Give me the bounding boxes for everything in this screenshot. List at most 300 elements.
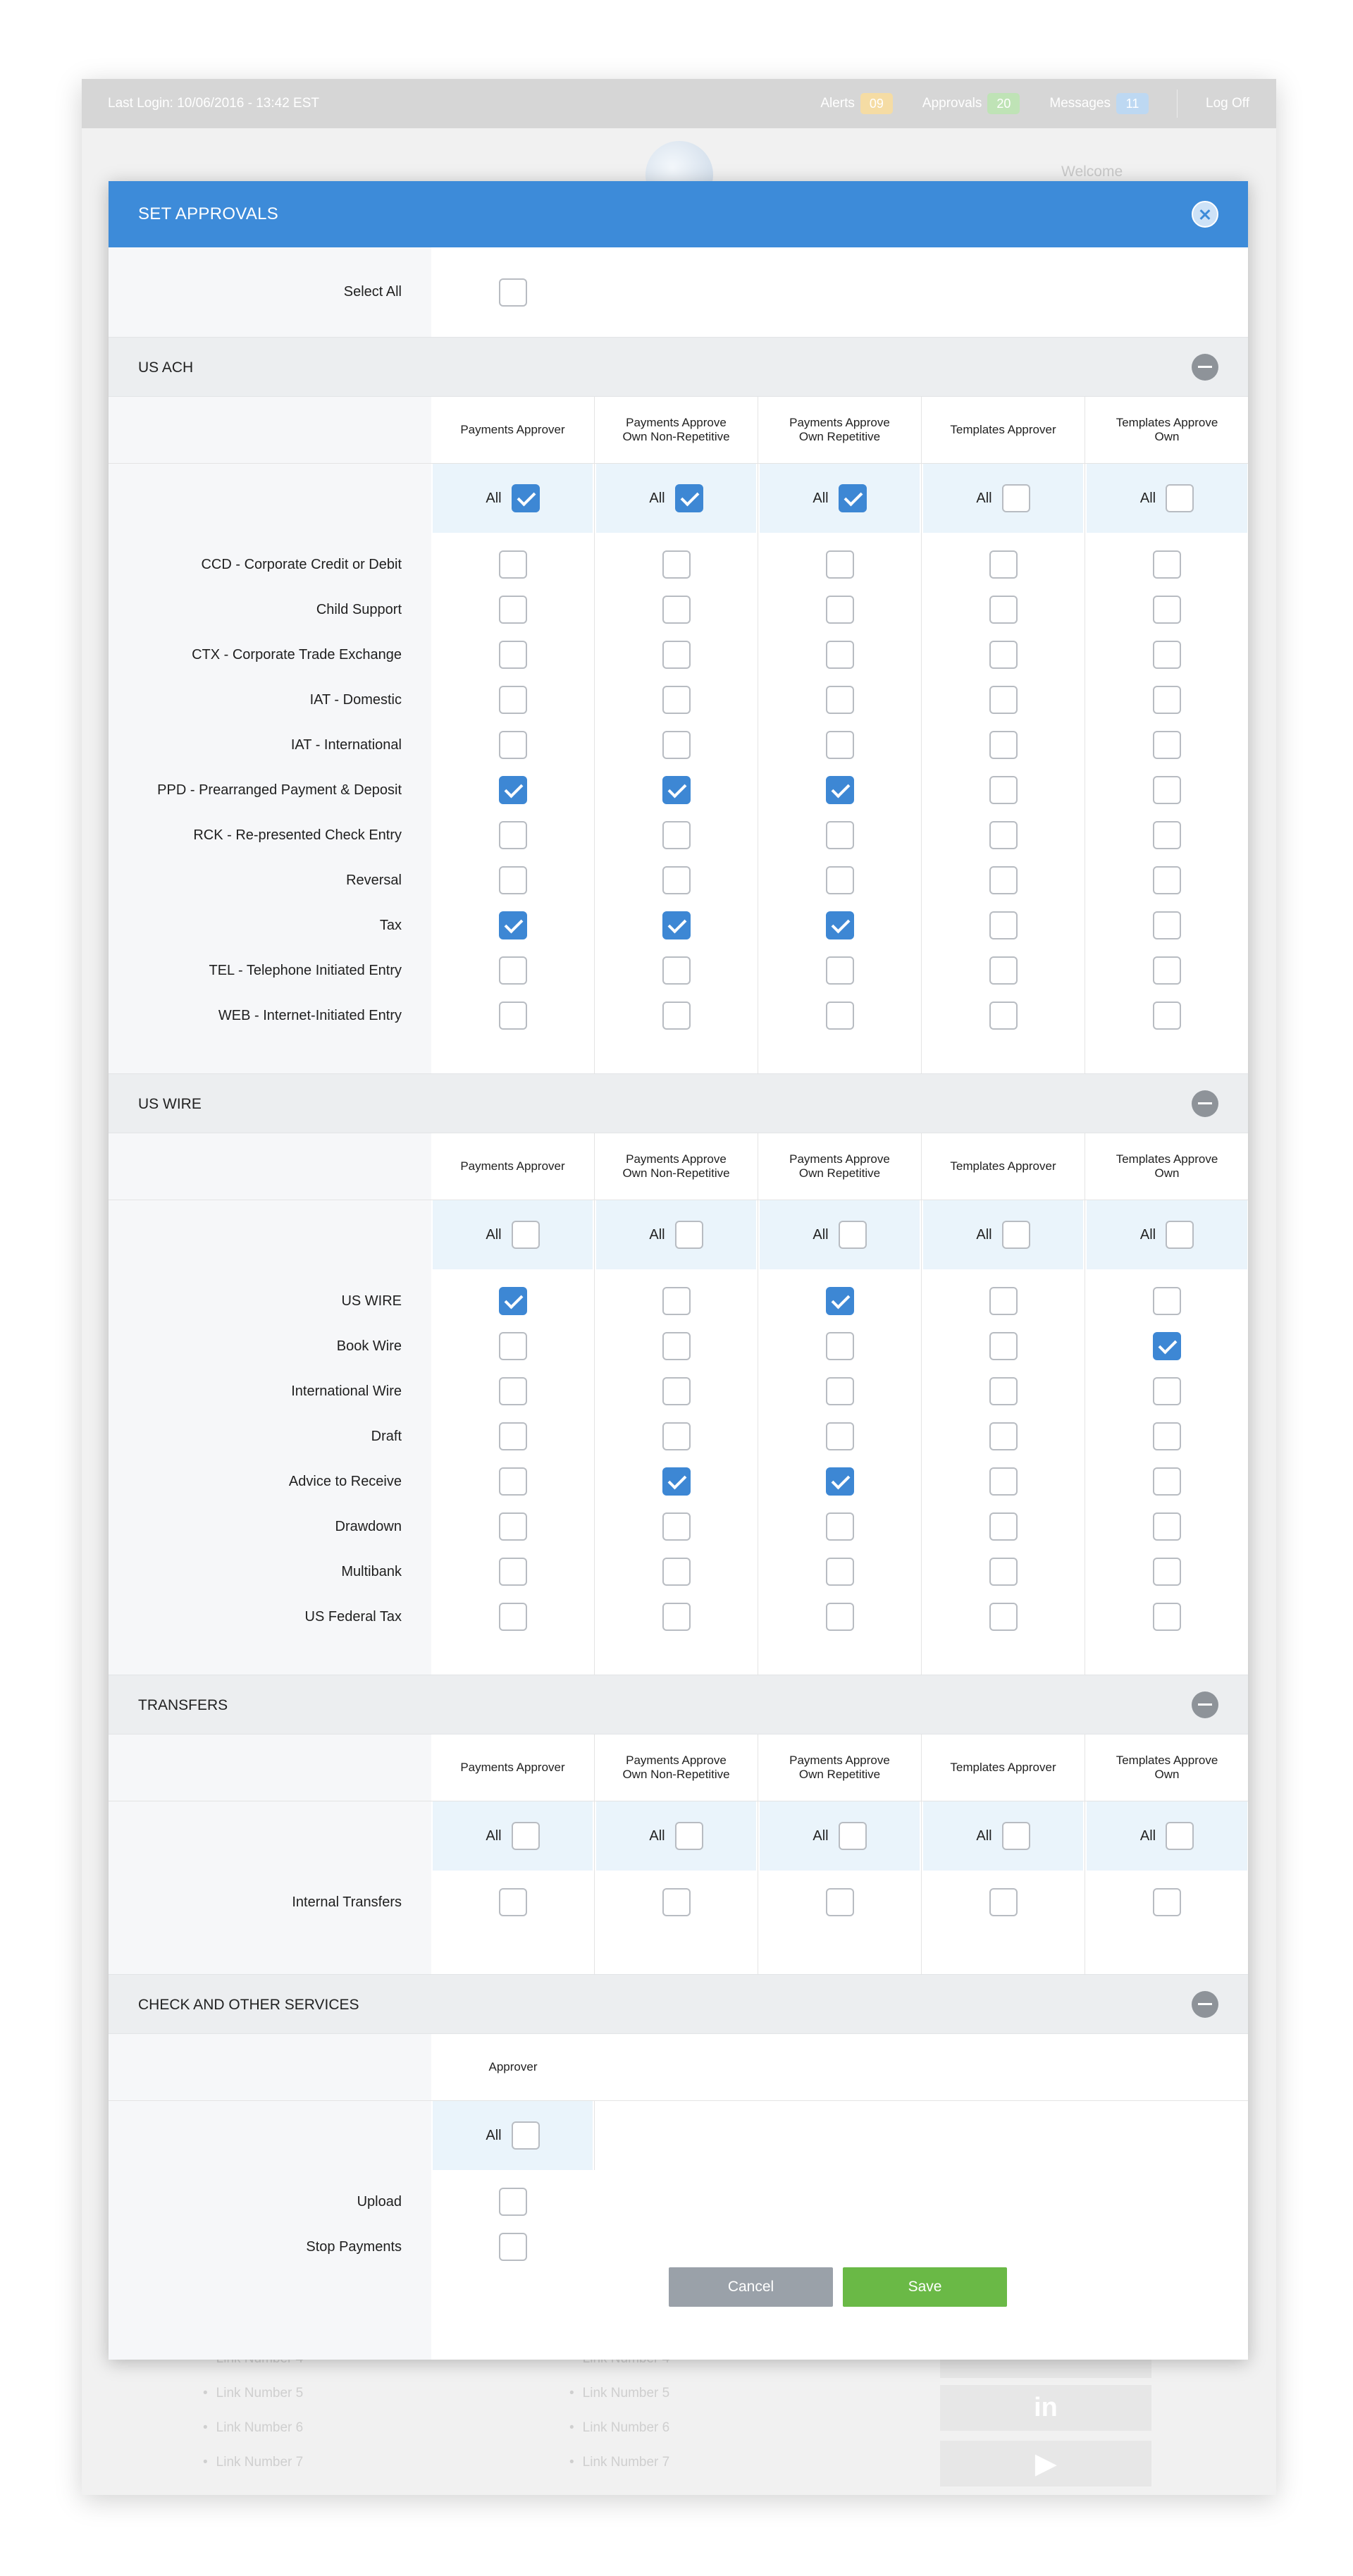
column-header-label: Payments Approve Own Non-Repetitive bbox=[622, 416, 730, 443]
approval-row bbox=[109, 1549, 1248, 1594]
approval-cell bbox=[595, 858, 758, 903]
approval-row-label bbox=[109, 722, 431, 768]
all-cell bbox=[431, 464, 595, 533]
select-all-label: Select All bbox=[343, 284, 402, 300]
approval-checkbox[interactable] bbox=[989, 596, 1018, 624]
section-header bbox=[109, 1974, 1248, 2034]
approval-checkbox[interactable] bbox=[662, 731, 691, 759]
approvals-link[interactable] bbox=[922, 93, 1020, 114]
approval-checkbox[interactable] bbox=[989, 1888, 1018, 1916]
approval-checkbox[interactable] bbox=[499, 596, 527, 624]
approval-cell bbox=[1085, 903, 1248, 948]
approval-row-label bbox=[109, 587, 431, 632]
approval-row-label-text: Internal Transfers bbox=[292, 1894, 402, 1910]
approval-checkbox[interactable] bbox=[1153, 821, 1181, 849]
approval-checkbox[interactable] bbox=[989, 776, 1018, 804]
approval-cell bbox=[922, 722, 1085, 768]
alerts-badge: 09 bbox=[860, 93, 893, 114]
approval-checkbox[interactable] bbox=[1153, 1512, 1181, 1541]
approval-checkbox[interactable] bbox=[989, 1467, 1018, 1496]
spacer-cells bbox=[431, 1925, 1248, 1974]
approval-checkbox[interactable] bbox=[1153, 776, 1181, 804]
approval-cell bbox=[595, 813, 758, 858]
approval-cell bbox=[1085, 632, 1248, 677]
all-cell bbox=[922, 464, 1085, 533]
collapse-icon[interactable] bbox=[1192, 1691, 1218, 1718]
approval-row-label bbox=[109, 993, 431, 1038]
top-bar bbox=[82, 79, 1276, 128]
column-header bbox=[595, 397, 758, 463]
all-label: All bbox=[486, 2127, 502, 2143]
approval-checkbox[interactable] bbox=[662, 1287, 691, 1315]
all-row-spacer bbox=[109, 1200, 431, 1269]
all-checkbox[interactable] bbox=[512, 484, 540, 512]
collapse-icon[interactable] bbox=[1192, 354, 1218, 381]
approval-checkbox[interactable] bbox=[662, 1512, 691, 1541]
all-checkbox[interactable] bbox=[1166, 1822, 1194, 1850]
approval-checkbox[interactable] bbox=[499, 1332, 527, 1360]
save-button[interactable]: Save bbox=[843, 2267, 1007, 2307]
all-cell-inner bbox=[976, 1822, 1030, 1850]
approval-cell bbox=[758, 1594, 922, 1639]
approval-row-label bbox=[109, 1459, 431, 1504]
all-cell-inner bbox=[813, 1822, 866, 1850]
all-cell bbox=[758, 1801, 922, 1871]
linkedin-icon[interactable]: in bbox=[940, 2385, 1151, 2431]
approval-row bbox=[109, 903, 1248, 948]
approval-row-label-text: PPD - Prearranged Payment & Deposit bbox=[157, 782, 402, 798]
approval-checkbox[interactable] bbox=[826, 731, 854, 759]
approval-checkbox[interactable] bbox=[499, 956, 527, 985]
select-all-checkbox[interactable] bbox=[499, 278, 527, 307]
approval-checkbox[interactable] bbox=[826, 1603, 854, 1631]
approval-row-label bbox=[109, 858, 431, 903]
approval-checkbox[interactable] bbox=[662, 686, 691, 714]
column-header-label: Payments Approve Own Repetitive bbox=[789, 416, 890, 443]
approval-checkbox[interactable] bbox=[1153, 866, 1181, 894]
all-cell-inner bbox=[486, 1822, 539, 1850]
approval-checkbox[interactable] bbox=[499, 1422, 527, 1450]
all-label: All bbox=[813, 490, 829, 506]
approval-checkbox[interactable] bbox=[499, 1377, 527, 1405]
approval-row-cells bbox=[431, 768, 1248, 813]
approval-checkbox[interactable] bbox=[499, 1287, 527, 1315]
approval-checkbox[interactable] bbox=[826, 1287, 854, 1315]
all-row bbox=[109, 464, 1248, 533]
approval-row bbox=[109, 1324, 1248, 1369]
spacer-label bbox=[109, 1038, 431, 1073]
approval-checkbox[interactable] bbox=[826, 686, 854, 714]
messages-badge: 11 bbox=[1116, 93, 1149, 114]
approval-checkbox[interactable] bbox=[826, 596, 854, 624]
all-checkbox[interactable] bbox=[512, 2121, 540, 2150]
spacer-cell bbox=[595, 1639, 758, 1675]
approval-checkbox[interactable] bbox=[989, 1558, 1018, 1586]
approval-checkbox[interactable] bbox=[499, 731, 527, 759]
approval-cell bbox=[595, 1369, 758, 1414]
spacer-cells bbox=[431, 2170, 1248, 2179]
approval-checkbox[interactable] bbox=[1153, 1558, 1181, 1586]
approval-checkbox[interactable] bbox=[989, 1377, 1018, 1405]
approval-checkbox[interactable] bbox=[826, 1332, 854, 1360]
approval-checkbox[interactable] bbox=[989, 911, 1018, 939]
approval-checkbox[interactable] bbox=[989, 956, 1018, 985]
approval-cell bbox=[431, 587, 595, 632]
approval-cell bbox=[431, 1880, 595, 1925]
all-checkbox[interactable] bbox=[675, 1221, 703, 1249]
approval-checkbox[interactable] bbox=[1153, 1287, 1181, 1315]
approval-row-cells bbox=[431, 948, 1248, 993]
approval-cell bbox=[431, 1504, 595, 1549]
approval-checkbox[interactable] bbox=[989, 1002, 1018, 1030]
approval-row-label-text: Advice to Receive bbox=[288, 1473, 402, 1489]
approval-cell bbox=[758, 1459, 922, 1504]
approval-cell bbox=[922, 677, 1085, 722]
column-header bbox=[922, 397, 1085, 463]
approval-checkbox[interactable] bbox=[662, 1558, 691, 1586]
all-checkbox[interactable] bbox=[1002, 484, 1030, 512]
row-spacer bbox=[109, 1639, 1248, 1675]
approval-checkbox[interactable] bbox=[989, 1512, 1018, 1541]
all-label: All bbox=[649, 490, 665, 506]
approval-checkbox[interactable] bbox=[989, 731, 1018, 759]
approval-checkbox[interactable] bbox=[826, 550, 854, 579]
approval-row-cells bbox=[431, 1369, 1248, 1414]
all-checkbox[interactable] bbox=[1002, 1221, 1030, 1249]
column-header-label: Templates Approver bbox=[950, 1159, 1056, 1173]
spacer-cells bbox=[431, 1639, 1248, 1675]
approval-cell bbox=[922, 1594, 1085, 1639]
approval-checkbox[interactable] bbox=[989, 641, 1018, 669]
approval-row-label-text: Reversal bbox=[346, 872, 402, 888]
all-label: All bbox=[976, 1226, 992, 1243]
approval-cell bbox=[431, 948, 595, 993]
modal-title: SET APPROVALS bbox=[138, 204, 279, 223]
row-spacer bbox=[109, 1925, 1248, 1974]
approval-checkbox[interactable] bbox=[826, 1512, 854, 1541]
approval-row-cells bbox=[431, 1414, 1248, 1459]
spacer-cells bbox=[431, 533, 1248, 542]
approval-cell bbox=[922, 1324, 1085, 1369]
footer-link[interactable]: • Link Number 7 bbox=[569, 2445, 669, 2479]
approval-cell bbox=[595, 722, 758, 768]
approval-checkbox[interactable] bbox=[1153, 956, 1181, 985]
column-header-label: Payments Approver bbox=[460, 423, 565, 436]
approval-checkbox[interactable] bbox=[826, 1377, 854, 1405]
approval-cell bbox=[595, 903, 758, 948]
all-label: All bbox=[486, 490, 502, 506]
approval-checkbox[interactable] bbox=[1153, 641, 1181, 669]
approval-cell bbox=[1085, 1324, 1248, 1369]
cancel-button[interactable]: Cancel bbox=[669, 2267, 833, 2307]
all-cell bbox=[758, 464, 922, 533]
approval-checkbox[interactable] bbox=[1153, 911, 1181, 939]
approval-checkbox[interactable] bbox=[989, 1332, 1018, 1360]
all-label: All bbox=[1139, 1828, 1156, 1844]
approval-checkbox[interactable] bbox=[499, 1888, 527, 1916]
approval-cell bbox=[595, 1459, 758, 1504]
spacer-cell bbox=[1085, 1871, 1248, 1880]
approval-checkbox[interactable] bbox=[499, 686, 527, 714]
alerts-label: Alerts bbox=[820, 96, 855, 111]
approval-checkbox[interactable] bbox=[499, 1467, 527, 1496]
spacer-cell bbox=[1085, 1269, 1248, 1278]
approval-row bbox=[109, 2224, 1248, 2269]
approval-checkbox[interactable] bbox=[662, 596, 691, 624]
approval-row-label-text: US Federal Tax bbox=[304, 1608, 402, 1625]
approval-cell bbox=[431, 632, 595, 677]
close-icon[interactable] bbox=[1192, 201, 1218, 228]
footer-link[interactable]: • Link Number 5 bbox=[569, 2376, 669, 2410]
approval-checkbox[interactable] bbox=[499, 2233, 527, 2261]
all-cell bbox=[1085, 1801, 1248, 1871]
approval-checkbox[interactable] bbox=[499, 776, 527, 804]
spacer-cell bbox=[922, 1639, 1085, 1675]
approval-checkbox[interactable] bbox=[662, 1332, 691, 1360]
approval-checkbox[interactable] bbox=[662, 1377, 691, 1405]
approval-checkbox[interactable] bbox=[499, 550, 527, 579]
all-checkbox[interactable] bbox=[839, 1221, 867, 1249]
all-label: All bbox=[813, 1226, 829, 1243]
approval-checkbox[interactable] bbox=[989, 550, 1018, 579]
all-checkbox[interactable] bbox=[1166, 1221, 1194, 1249]
approval-cell bbox=[431, 993, 595, 1038]
approval-row bbox=[109, 587, 1248, 632]
column-header bbox=[431, 1133, 595, 1200]
approval-checkbox[interactable] bbox=[989, 1287, 1018, 1315]
approval-checkbox[interactable] bbox=[826, 1888, 854, 1916]
spacer-label bbox=[109, 1871, 431, 1880]
approval-checkbox[interactable] bbox=[989, 821, 1018, 849]
alerts-link[interactable] bbox=[820, 93, 893, 114]
approval-row bbox=[109, 1459, 1248, 1504]
approval-checkbox[interactable] bbox=[1153, 1603, 1181, 1631]
approval-checkbox[interactable] bbox=[1153, 1332, 1181, 1360]
all-checkbox[interactable] bbox=[675, 484, 703, 512]
column-header bbox=[1085, 1734, 1248, 1801]
section-header bbox=[109, 1073, 1248, 1133]
approval-checkbox[interactable] bbox=[826, 1558, 854, 1586]
approval-checkbox[interactable] bbox=[1153, 1002, 1181, 1030]
all-cell bbox=[431, 1200, 595, 1269]
all-row-cells bbox=[431, 1801, 1248, 1871]
approval-cell bbox=[922, 632, 1085, 677]
all-cell bbox=[1085, 464, 1248, 533]
section-title: US WIRE bbox=[138, 1096, 202, 1112]
spacer-label bbox=[109, 1925, 431, 1974]
approval-checkbox[interactable] bbox=[989, 686, 1018, 714]
approval-row-label-text: Child Support bbox=[316, 601, 402, 617]
approval-checkbox[interactable] bbox=[662, 821, 691, 849]
all-row bbox=[109, 1801, 1248, 1871]
column-header bbox=[431, 2034, 595, 2100]
all-cell-inner bbox=[649, 484, 703, 512]
collapse-icon[interactable] bbox=[1192, 1090, 1218, 1117]
approval-cell bbox=[922, 542, 1085, 587]
all-checkbox[interactable] bbox=[512, 1822, 540, 1850]
spacer-cell bbox=[758, 1925, 922, 1974]
approval-checkbox[interactable] bbox=[662, 1467, 691, 1496]
spacer-cell bbox=[758, 533, 922, 542]
approval-row-label bbox=[109, 1594, 431, 1639]
approval-row-label bbox=[109, 813, 431, 858]
approval-checkbox[interactable] bbox=[826, 1467, 854, 1496]
youtube-icon[interactable]: ▶ bbox=[940, 2441, 1151, 2486]
approval-checkbox[interactable] bbox=[826, 776, 854, 804]
footer-link[interactable]: • Link Number 6 bbox=[203, 2410, 303, 2445]
approval-cell bbox=[922, 948, 1085, 993]
approval-row-cells bbox=[431, 1324, 1248, 1369]
approval-cell bbox=[431, 858, 595, 903]
approval-row-label-text: International Wire bbox=[291, 1383, 402, 1399]
all-cell-inner bbox=[1140, 1822, 1194, 1850]
approval-checkbox[interactable] bbox=[989, 866, 1018, 894]
spacer-cell bbox=[431, 533, 595, 542]
spacer-cell bbox=[922, 533, 1085, 542]
header-spacer bbox=[109, 1734, 431, 1801]
approval-cell bbox=[595, 632, 758, 677]
row-spacer bbox=[109, 1871, 1248, 1880]
approval-row-label-text: Drawdown bbox=[335, 1518, 402, 1534]
all-checkbox[interactable] bbox=[839, 484, 867, 512]
logoff-link[interactable]: Log Off bbox=[1206, 96, 1249, 111]
all-checkbox[interactable] bbox=[675, 1822, 703, 1850]
approval-checkbox[interactable] bbox=[826, 821, 854, 849]
all-row-cells bbox=[431, 464, 1248, 533]
collapse-icon[interactable] bbox=[1192, 1991, 1218, 2018]
welcome-text: Welcome bbox=[1061, 164, 1123, 180]
approval-checkbox[interactable] bbox=[662, 866, 691, 894]
all-cell-inner bbox=[976, 484, 1030, 512]
column-header bbox=[431, 397, 595, 463]
column-header-label: Templates Approve Own bbox=[1116, 1754, 1218, 1781]
all-checkbox[interactable] bbox=[839, 1822, 867, 1850]
spacer-cell bbox=[431, 1871, 595, 1880]
approval-checkbox[interactable] bbox=[499, 1603, 527, 1631]
approval-row-cells bbox=[431, 1278, 1248, 1324]
spacer-cell bbox=[758, 1269, 922, 1278]
approval-checkbox[interactable] bbox=[1153, 1377, 1181, 1405]
section-us-ach bbox=[109, 337, 1248, 1073]
approval-checkbox[interactable] bbox=[662, 1422, 691, 1450]
approval-cell bbox=[431, 1594, 595, 1639]
approval-checkbox[interactable] bbox=[662, 550, 691, 579]
approval-checkbox[interactable] bbox=[826, 1002, 854, 1030]
approval-checkbox[interactable] bbox=[1153, 1888, 1181, 1916]
approval-checkbox[interactable] bbox=[662, 1002, 691, 1030]
approval-checkbox[interactable] bbox=[662, 911, 691, 939]
last-login: Last Login: 10/06/2016 - 13:42 EST bbox=[108, 96, 319, 111]
approval-checkbox[interactable] bbox=[1153, 596, 1181, 624]
all-cell bbox=[431, 1801, 595, 1871]
topbar-divider bbox=[1177, 90, 1178, 118]
approval-checkbox[interactable] bbox=[1153, 686, 1181, 714]
approval-checkbox[interactable] bbox=[989, 1603, 1018, 1631]
all-checkbox[interactable] bbox=[1166, 484, 1194, 512]
column-header-label: Payments Approve Own Repetitive bbox=[789, 1754, 890, 1781]
approval-checkbox[interactable] bbox=[826, 641, 854, 669]
approval-cell bbox=[758, 722, 922, 768]
approval-checkbox[interactable] bbox=[662, 641, 691, 669]
messages-link[interactable] bbox=[1049, 93, 1149, 114]
approval-row-label bbox=[109, 677, 431, 722]
approval-checkbox[interactable] bbox=[826, 1422, 854, 1450]
all-label: All bbox=[1139, 490, 1156, 506]
approval-checkbox[interactable] bbox=[826, 956, 854, 985]
approval-checkbox[interactable] bbox=[662, 776, 691, 804]
approval-cell bbox=[431, 1414, 595, 1459]
approval-checkbox[interactable] bbox=[499, 2188, 527, 2216]
approval-checkbox[interactable] bbox=[499, 866, 527, 894]
column-header-label: Templates Approver bbox=[950, 423, 1056, 436]
column-headers bbox=[431, 397, 1248, 463]
approval-checkbox[interactable] bbox=[499, 641, 527, 669]
approval-checkbox[interactable] bbox=[826, 866, 854, 894]
approval-checkbox[interactable] bbox=[662, 956, 691, 985]
approval-checkbox[interactable] bbox=[499, 1002, 527, 1030]
approval-checkbox[interactable] bbox=[1153, 1467, 1181, 1496]
approval-checkbox[interactable] bbox=[499, 911, 527, 939]
footer-link[interactable]: • Link Number 7 bbox=[203, 2445, 303, 2479]
approval-cell bbox=[1085, 1880, 1248, 1925]
approval-checkbox[interactable] bbox=[1153, 550, 1181, 579]
header-spacer bbox=[109, 2034, 431, 2100]
approval-row-label-text: TEL - Telephone Initiated Entry bbox=[209, 962, 402, 978]
approval-checkbox[interactable] bbox=[989, 1422, 1018, 1450]
approval-row-cells bbox=[431, 542, 1248, 587]
approval-checkbox[interactable] bbox=[1153, 1422, 1181, 1450]
column-header bbox=[1085, 1133, 1248, 1200]
approval-row-cells bbox=[431, 722, 1248, 768]
approval-cell bbox=[431, 813, 595, 858]
section-header bbox=[109, 337, 1248, 397]
approval-checkbox[interactable] bbox=[499, 1558, 527, 1586]
column-header bbox=[595, 1734, 758, 1801]
section-title: US ACH bbox=[138, 359, 194, 376]
all-checkbox[interactable] bbox=[512, 1221, 540, 1249]
all-row-cells bbox=[431, 1200, 1248, 1269]
approval-checkbox[interactable] bbox=[1153, 731, 1181, 759]
footer-link[interactable]: • Link Number 5 bbox=[203, 2376, 303, 2410]
footer-link[interactable]: • Link Number 6 bbox=[569, 2410, 669, 2445]
approval-cell bbox=[595, 1278, 758, 1324]
approval-checkbox[interactable] bbox=[662, 1603, 691, 1631]
approval-checkbox[interactable] bbox=[499, 821, 527, 849]
section-title: TRANSFERS bbox=[138, 1697, 228, 1713]
all-cell bbox=[1085, 1200, 1248, 1269]
approval-checkbox[interactable] bbox=[662, 1888, 691, 1916]
all-checkbox[interactable] bbox=[1002, 1822, 1030, 1850]
approval-checkbox[interactable] bbox=[826, 911, 854, 939]
approval-cell bbox=[758, 1414, 922, 1459]
column-header-label: Templates Approver bbox=[950, 1761, 1056, 1774]
messages-label: Messages bbox=[1049, 96, 1111, 111]
approval-row-cells bbox=[431, 2224, 1248, 2269]
spacer-cell bbox=[758, 1871, 922, 1880]
approval-cell bbox=[595, 1504, 758, 1549]
header-spacer bbox=[109, 1133, 431, 1200]
approval-row-cells bbox=[431, 903, 1248, 948]
column-header-label: Payments Approver bbox=[460, 1159, 565, 1173]
approval-cell bbox=[595, 677, 758, 722]
approval-checkbox[interactable] bbox=[499, 1512, 527, 1541]
header-spacer bbox=[109, 397, 431, 463]
column-headers bbox=[431, 1734, 1248, 1801]
approval-row-label-text: Draft bbox=[371, 1428, 402, 1444]
approval-cell bbox=[1085, 948, 1248, 993]
approval-cell bbox=[922, 587, 1085, 632]
approval-row-label bbox=[109, 948, 431, 993]
